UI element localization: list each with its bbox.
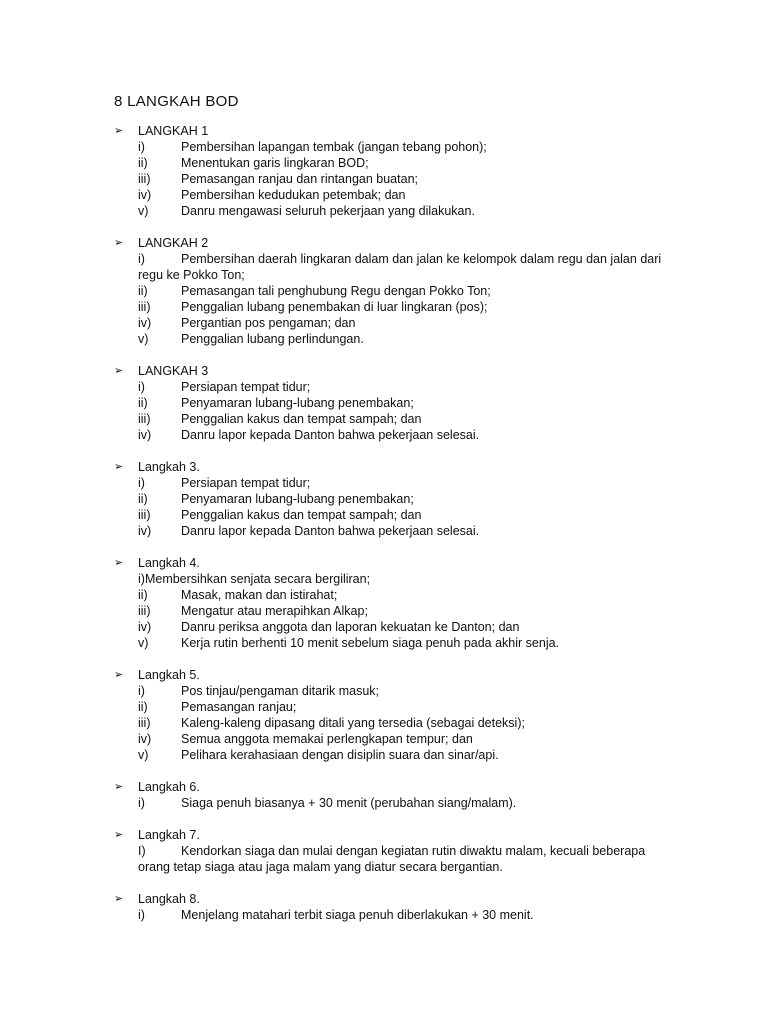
arrow-bullet-icon: ➢ [114, 669, 124, 681]
step-heading-label: LANGKAH 3 [138, 364, 209, 378]
step-heading [114, 459, 674, 475]
step-heading-label: Langkah 8. [138, 892, 200, 906]
item-text: Danru lapor kepada Danton bahwa pekerjaan selesai. [181, 524, 480, 538]
item-number: i) [138, 380, 145, 394]
item-text: Menentukan garis lingkaran BOD; [181, 156, 369, 170]
item-text: Danru periksa anggota dan laporan kekuatan ke Danton; dan [181, 620, 520, 634]
item-text: Penyamaran lubang-lubang penembakan; [181, 492, 414, 506]
item-number: iii) [138, 300, 151, 314]
item-number: i) [138, 572, 145, 586]
arrow-bullet-icon: ➢ [114, 893, 124, 905]
step-heading-label: LANGKAH 1 [138, 124, 209, 138]
item-number: v) [138, 748, 149, 762]
item-text: Masak, makan dan istirahat; [181, 588, 338, 602]
list-item [114, 587, 674, 603]
item-number: i) [138, 796, 145, 810]
item-text: Danru mengawasi seluruh pekerjaan yang dilakukan. [181, 204, 475, 218]
item-number: i) [138, 684, 145, 698]
list-item [114, 699, 674, 715]
item-number: ii) [138, 492, 148, 506]
list-item [114, 635, 674, 651]
list-item [114, 411, 674, 427]
list-item [114, 795, 674, 811]
item-text: Pergantian pos pengaman; dan [181, 316, 356, 330]
item-text: Kaleng-kaleng dipasang ditali yang tersedia (sebagai deteksi); [181, 716, 525, 730]
list-item [114, 523, 674, 539]
item-number: ii) [138, 700, 148, 714]
item-number: iii) [138, 508, 151, 522]
item-text: Menjelang matahari terbit siaga penuh diberlakukan + 30 menit. [181, 908, 534, 922]
item-number: ii) [138, 284, 148, 298]
list-item [114, 139, 674, 155]
item-text: Kendorkan siaga dan mulai dengan kegiatan rutin diwaktu malam, kecuali beberapa [181, 844, 646, 858]
item-text-continuation: regu ke Pokko Ton; [138, 268, 245, 282]
list-item [114, 331, 674, 347]
step-heading-label: Langkah 4. [138, 556, 200, 570]
list-item [114, 315, 674, 331]
item-text: Kerja rutin berhenti 10 menit sebelum siaga penuh pada akhir senja. [181, 636, 560, 650]
item-number: iv) [138, 316, 152, 330]
item-number: iv) [138, 188, 152, 202]
list-item [114, 475, 674, 491]
arrow-bullet-icon: ➢ [114, 781, 124, 793]
item-text: Pemasangan ranjau dan rintangan buatan; [181, 172, 418, 186]
item-number: iii) [138, 412, 151, 426]
item-number: i) [138, 252, 145, 266]
list-item [114, 619, 674, 635]
item-number: iii) [138, 716, 151, 730]
list-item [114, 299, 674, 315]
step-heading [114, 779, 674, 795]
item-number: v) [138, 204, 149, 218]
item-text: Pembersihan lapangan tembak (jangan tebang pohon); [181, 140, 487, 154]
step-section [114, 235, 674, 347]
item-text: Mengatur atau merapihkan Alkap; [181, 604, 368, 618]
step-section [114, 459, 674, 539]
step-heading [114, 235, 674, 251]
item-text: Membersihkan senjata secara bergiliran; [144, 572, 371, 586]
item-text: Penyamaran lubang-lubang penembakan; [181, 396, 414, 410]
item-number: ii) [138, 396, 148, 410]
arrow-bullet-icon: ➢ [114, 125, 124, 137]
list-item [114, 843, 674, 875]
item-number: iv) [138, 620, 152, 634]
step-heading-label: Langkah 6. [138, 780, 200, 794]
item-number: iii) [138, 604, 151, 618]
list-item [114, 203, 674, 219]
step-heading-label: Langkah 7. [138, 828, 200, 842]
item-number: i) [138, 476, 145, 490]
page-title: 8 LANGKAH BOD [114, 93, 239, 110]
item-text: Semua anggota memakai perlengkapan tempur; dan [181, 732, 473, 746]
list-item [114, 571, 674, 587]
item-text: Persiapan tempat tidur; [181, 380, 311, 394]
item-number: v) [138, 332, 149, 346]
item-number: i) [138, 140, 145, 154]
list-item [114, 283, 674, 299]
item-number: v) [138, 636, 149, 650]
list-item [114, 747, 674, 763]
item-number: iii) [138, 172, 151, 186]
step-heading-label: Langkah 3. [138, 460, 200, 474]
item-number: i) [138, 908, 145, 922]
list-item [114, 491, 674, 507]
list-item [114, 715, 674, 731]
list-item [114, 379, 674, 395]
list-item [114, 907, 674, 923]
list-item [114, 683, 674, 699]
list-item [114, 603, 674, 619]
item-text: Pos tinjau/pengaman ditarik masuk; [181, 684, 380, 698]
step-section [114, 891, 674, 923]
arrow-bullet-icon: ➢ [114, 461, 124, 473]
item-text: Pemasangan ranjau; [181, 700, 297, 714]
item-text: Pembersihan daerah lingkaran dalam dan jalan ke kelompok dalam regu dan jalan dari [181, 252, 662, 266]
list-item [114, 251, 674, 283]
item-text: Pemasangan tali penghubung Regu dengan Pokko Ton; [181, 284, 491, 298]
item-text: Danru lapor kepada Danton bahwa pekerjaan selesai. [181, 428, 480, 442]
list-item [114, 507, 674, 523]
step-section [114, 363, 674, 443]
arrow-bullet-icon: ➢ [114, 365, 124, 377]
step-heading [114, 667, 674, 683]
item-number: ii) [138, 156, 148, 170]
item-text: Persiapan tempat tidur; [181, 476, 311, 490]
step-section [114, 123, 674, 219]
item-number: I) [138, 844, 146, 858]
step-section [114, 667, 674, 763]
item-text: Penggalian kakus dan tempat sampah; dan [181, 412, 422, 426]
step-section [114, 827, 674, 875]
step-section [114, 779, 674, 811]
arrow-bullet-icon: ➢ [114, 237, 124, 249]
step-heading-label: LANGKAH 2 [138, 236, 209, 250]
step-heading [114, 555, 674, 571]
step-heading-label: Langkah 5. [138, 668, 200, 682]
step-heading [114, 827, 674, 843]
step-heading [114, 363, 674, 379]
item-number: ii) [138, 588, 148, 602]
list-item [114, 427, 674, 443]
list-item [114, 171, 674, 187]
list-item [114, 395, 674, 411]
item-number: iv) [138, 428, 152, 442]
item-text: Penggalian lubang perlindungan. [181, 332, 364, 346]
arrow-bullet-icon: ➢ [114, 829, 124, 841]
step-heading [114, 891, 674, 907]
step-section [114, 555, 674, 651]
step-heading [114, 123, 674, 139]
arrow-bullet-icon: ➢ [114, 557, 124, 569]
list-item [114, 187, 674, 203]
item-text: Penggalian kakus dan tempat sampah; dan [181, 508, 422, 522]
item-text: Pelihara kerahasiaan dengan disiplin suara dan sinar/api. [181, 748, 499, 762]
item-text: Penggalian lubang penembakan di luar lingkaran (pos); [181, 300, 488, 314]
list-item [114, 731, 674, 747]
item-number: iv) [138, 524, 152, 538]
list-item [114, 155, 674, 171]
item-text: Pembersihan kedudukan petembak; dan [181, 188, 406, 202]
item-number: iv) [138, 732, 152, 746]
item-text-continuation: orang tetap siaga atau jaga malam yang diatur secara bergantian. [138, 860, 503, 874]
item-text: Siaga penuh biasanya + 30 menit (perubahan siang/malam). [181, 796, 517, 810]
